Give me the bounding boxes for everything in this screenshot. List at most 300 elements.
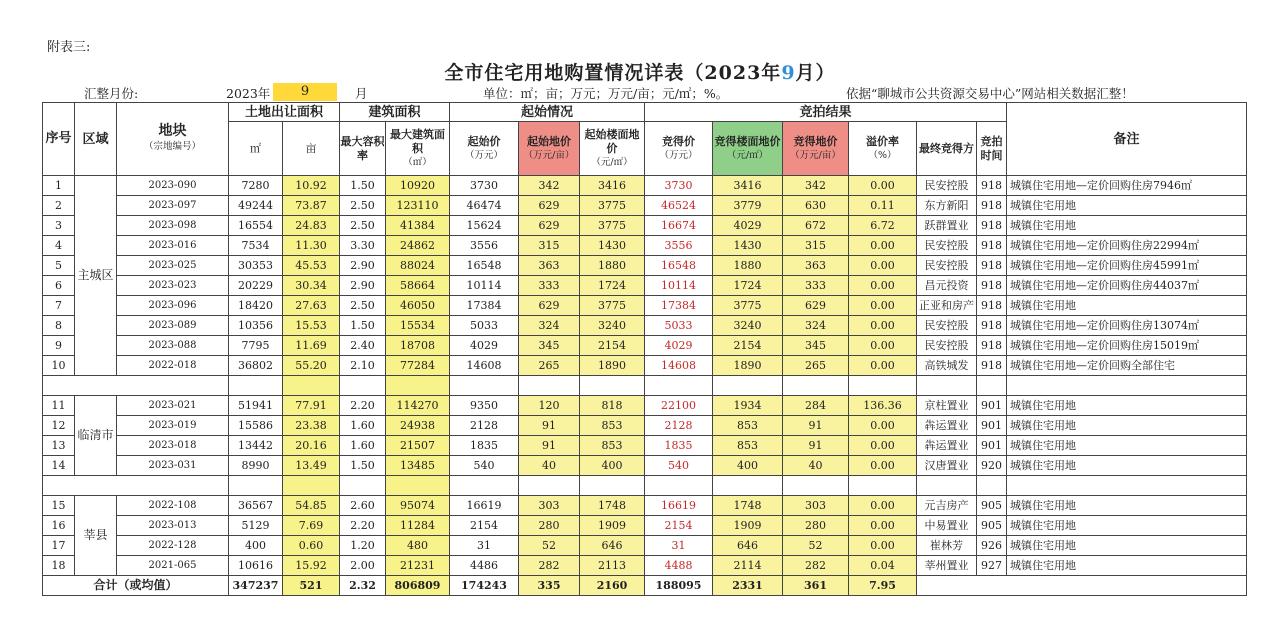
area-sqm: 51941 <box>229 396 283 416</box>
bid-land-price: 52 <box>783 536 849 556</box>
area-sqm: 10616 <box>229 556 283 576</box>
area-sqm: 13442 <box>229 436 283 456</box>
start-land-price: 280 <box>519 516 580 536</box>
start-price: 4029 <box>450 336 519 356</box>
header-start-floor-unit: （元/㎡） <box>591 156 633 168</box>
area-sqm: 5129 <box>229 516 283 536</box>
start-floor-price: 3775 <box>580 296 645 316</box>
row-seq: 17 <box>43 536 75 556</box>
max-far: 2.20 <box>340 396 386 416</box>
total-bid-price: 188095 <box>645 576 713 596</box>
header-remark: 备注 <box>1007 103 1247 176</box>
table-row <box>43 536 1247 556</box>
bid-floor-price: 646 <box>713 536 783 556</box>
table-row <box>43 216 1247 236</box>
start-price: 2154 <box>450 516 519 536</box>
table-row <box>43 236 1247 256</box>
table-row <box>43 356 1247 376</box>
remark: 城镇住宅用地 <box>1007 496 1247 516</box>
total-label: 合计（或均值） <box>43 576 229 596</box>
area-mu: 20.16 <box>283 436 340 456</box>
auction-time: 901 <box>977 416 1007 436</box>
area-mu: 13.49 <box>283 456 340 476</box>
empty-cell <box>977 476 1007 496</box>
max-building-area: 21507 <box>386 436 450 456</box>
meta-month: 9 <box>273 83 337 101</box>
winner: 中易置业 <box>917 516 977 536</box>
header-winner: 最终竞得方 <box>917 122 977 176</box>
header-premium <box>849 122 917 176</box>
start-land-price: 363 <box>519 256 580 276</box>
row-seq: 3 <box>43 216 75 236</box>
premium-rate: 0.00 <box>849 516 917 536</box>
bid-price: 2128 <box>645 416 713 436</box>
start-floor-price: 1724 <box>580 276 645 296</box>
max-building-area: 88024 <box>386 256 450 276</box>
avg-bid-floor-price: 2331 <box>713 576 783 596</box>
empty-cell <box>519 376 580 396</box>
bid-price: 4029 <box>645 336 713 356</box>
start-land-price: 120 <box>519 396 580 416</box>
start-land-price: 629 <box>519 216 580 236</box>
premium-rate: 0.00 <box>849 496 917 516</box>
remark: 城镇住宅用地—定价回购住房44037㎡ <box>1007 276 1247 296</box>
start-floor-price: 1890 <box>580 356 645 376</box>
table-row <box>43 396 1247 416</box>
avg-start-floor-price: 2160 <box>580 576 645 596</box>
bid-floor-price: 1748 <box>713 496 783 516</box>
bid-floor-price: 1430 <box>713 236 783 256</box>
bid-price: 22100 <box>645 396 713 416</box>
header-max-build-label: 最大建筑面积 <box>390 127 445 155</box>
max-far: 2.50 <box>340 216 386 236</box>
total-start-price: 174243 <box>450 576 519 596</box>
max-far: 1.60 <box>340 416 386 436</box>
header-bid-floor <box>713 122 783 176</box>
header-premium-unit: （%） <box>868 149 897 161</box>
auction-time: 905 <box>977 496 1007 516</box>
remark: 城镇住宅用地 <box>1007 556 1247 576</box>
empty-cell <box>645 376 713 396</box>
empty-cell <box>713 476 783 496</box>
parcel-code: 2023-019 <box>117 416 229 436</box>
header-bid-price-unit: （万元） <box>659 149 698 161</box>
auction-time: 918 <box>977 196 1007 216</box>
parcel-code: 2023-088 <box>117 336 229 356</box>
winner: 汉唐置业 <box>917 456 977 476</box>
header-bid-price-label: 竞得价 <box>662 134 695 148</box>
premium-rate: 0.00 <box>849 536 917 556</box>
row-seq: 11 <box>43 396 75 416</box>
auction-time: 920 <box>977 456 1007 476</box>
max-far: 2.90 <box>340 276 386 296</box>
remark: 城镇住宅用地—定价回购住房22994㎡ <box>1007 236 1247 256</box>
auction-time: 905 <box>977 516 1007 536</box>
total-building-area: 806809 <box>386 576 450 596</box>
parcel-code: 2023-013 <box>117 516 229 536</box>
start-price: 4486 <box>450 556 519 576</box>
header-max-far: 最大容积率 <box>340 122 386 176</box>
start-price: 9350 <box>450 396 519 416</box>
empty-cell <box>917 376 977 396</box>
header-start-floor <box>580 122 645 176</box>
auction-time: 901 <box>977 436 1007 456</box>
empty-cell <box>849 376 917 396</box>
area-mu: 54.85 <box>283 496 340 516</box>
auction-time: 918 <box>977 296 1007 316</box>
area-mu: 45.53 <box>283 256 340 276</box>
premium-rate: 0.00 <box>849 436 917 456</box>
premium-rate: 0.00 <box>849 236 917 256</box>
table-row <box>43 456 1247 476</box>
header-premium-label: 溢价率 <box>866 134 899 148</box>
start-price: 5033 <box>450 316 519 336</box>
parcel-code: 2023-018 <box>117 436 229 456</box>
max-building-area: 114270 <box>386 396 450 416</box>
row-seq: 6 <box>43 276 75 296</box>
bid-land-price: 280 <box>783 516 849 536</box>
table-row <box>43 336 1247 356</box>
start-land-price: 91 <box>519 436 580 456</box>
header-start-land <box>519 122 580 176</box>
empty-cell <box>645 476 713 496</box>
title-prefix: 全市住宅用地购置情况详表（2023年 <box>444 62 782 84</box>
bid-floor-price: 1724 <box>713 276 783 296</box>
start-land-price: 333 <box>519 276 580 296</box>
remark: 城镇住宅用地 <box>1007 536 1247 556</box>
max-far: 2.10 <box>340 356 386 376</box>
start-land-price: 40 <box>519 456 580 476</box>
auction-time: 918 <box>977 216 1007 236</box>
start-price: 17384 <box>450 296 519 316</box>
area-sqm: 7280 <box>229 176 283 196</box>
appendix-label: 附表三: <box>47 40 91 55</box>
parcel-code: 2021-065 <box>117 556 229 576</box>
start-land-price: 91 <box>519 416 580 436</box>
start-floor-price: 2113 <box>580 556 645 576</box>
bid-floor-price: 853 <box>713 436 783 456</box>
max-far: 1.50 <box>340 456 386 476</box>
winner: 京柱置业 <box>917 396 977 416</box>
bid-price: 16619 <box>645 496 713 516</box>
start-floor-price: 3775 <box>580 196 645 216</box>
bid-land-price: 629 <box>783 296 849 316</box>
remark: 城镇住宅用地 <box>1007 216 1247 236</box>
row-seq: 9 <box>43 336 75 356</box>
row-seq: 1 <box>43 176 75 196</box>
parcel-code: 2023-021 <box>117 396 229 416</box>
header-start-land-unit: （万元/亩） <box>523 149 575 161</box>
area-sqm: 18420 <box>229 296 283 316</box>
bid-land-price: 91 <box>783 436 849 456</box>
area-mu: 0.60 <box>283 536 340 556</box>
max-far: 1.50 <box>340 176 386 196</box>
unit-note: 单位：㎡；亩；万元；万元/亩；元/㎡；%。 <box>483 86 729 101</box>
auction-time: 918 <box>977 336 1007 356</box>
start-price: 3730 <box>450 176 519 196</box>
empty-cell <box>283 376 340 396</box>
remark: 城镇住宅用地 <box>1007 296 1247 316</box>
max-building-area: 77284 <box>386 356 450 376</box>
spacer-row <box>43 376 1247 396</box>
max-building-area: 41384 <box>386 216 450 236</box>
empty-cell <box>229 376 283 396</box>
bid-floor-price: 1934 <box>713 396 783 416</box>
start-land-price: 303 <box>519 496 580 516</box>
area-sqm: 16554 <box>229 216 283 236</box>
row-seq: 13 <box>43 436 75 456</box>
bid-price: 17384 <box>645 296 713 316</box>
area-mu: 11.30 <box>283 236 340 256</box>
max-far: 1.60 <box>340 436 386 456</box>
row-seq: 8 <box>43 316 75 336</box>
header-row-1 <box>43 103 1247 122</box>
bid-price: 2154 <box>645 516 713 536</box>
max-building-area: 21231 <box>386 556 450 576</box>
winner: 正亚和房产 <box>917 296 977 316</box>
auction-time: 918 <box>977 356 1007 376</box>
start-price: 10114 <box>450 276 519 296</box>
premium-rate: 0.00 <box>849 296 917 316</box>
header-start-price <box>450 122 519 176</box>
winner: 崔林芳 <box>917 536 977 556</box>
table-row <box>43 516 1247 536</box>
header-region: 区域 <box>75 103 117 176</box>
empty-cell <box>1007 476 1247 496</box>
remark: 城镇住宅用地 <box>1007 416 1247 436</box>
header-seq: 序号 <box>43 103 75 176</box>
bid-land-price: 342 <box>783 176 849 196</box>
remark: 城镇住宅用地—定价回购住房13074㎡ <box>1007 316 1247 336</box>
parcel-code: 2023-025 <box>117 256 229 276</box>
header-mu: 亩 <box>283 122 340 176</box>
empty-cell <box>386 376 450 396</box>
max-building-area: 24862 <box>386 236 450 256</box>
table-row <box>43 296 1247 316</box>
start-price: 46474 <box>450 196 519 216</box>
winner: 元吉房产 <box>917 496 977 516</box>
header-building-area: 建筑面积 <box>340 103 450 122</box>
max-far: 2.00 <box>340 556 386 576</box>
start-price: 31 <box>450 536 519 556</box>
parcel-code: 2023-090 <box>117 176 229 196</box>
table-row <box>43 256 1247 276</box>
start-price: 1835 <box>450 436 519 456</box>
auction-time: 918 <box>977 176 1007 196</box>
area-mu: 77.91 <box>283 396 340 416</box>
bid-floor-price: 3240 <box>713 316 783 336</box>
page-title <box>0 58 1280 85</box>
premium-rate: 0.04 <box>849 556 917 576</box>
bid-floor-price: 1880 <box>713 256 783 276</box>
month-label: 汇整月份: <box>84 86 139 101</box>
start-floor-price: 853 <box>580 436 645 456</box>
winner: 犇运置业 <box>917 436 977 456</box>
premium-rate: 0.00 <box>849 276 917 296</box>
max-building-area: 58664 <box>386 276 450 296</box>
empty-cell <box>713 376 783 396</box>
header-parcel-label: 地块 <box>158 123 187 139</box>
header-bid-land-unit: （万元/亩） <box>790 149 841 161</box>
max-far: 2.40 <box>340 336 386 356</box>
header-start: 起始情况 <box>450 103 645 122</box>
title-suffix: 月） <box>795 62 836 84</box>
bid-floor-price: 400 <box>713 456 783 476</box>
row-seq: 5 <box>43 256 75 276</box>
header-bid-land-label: 竞得地价 <box>793 134 838 148</box>
empty-cell <box>977 376 1007 396</box>
header-bid-floor-unit: （元/㎡） <box>726 149 769 161</box>
empty-cell <box>450 476 519 496</box>
max-far: 2.60 <box>340 496 386 516</box>
row-seq: 14 <box>43 456 75 476</box>
max-far: 2.90 <box>340 256 386 276</box>
empty-cell <box>283 476 340 496</box>
remark: 城镇住宅用地 <box>1007 516 1247 536</box>
area-sqm: 49244 <box>229 196 283 216</box>
bid-land-price: 630 <box>783 196 849 216</box>
source-note: 依据“聊城市公共资源交易中心”网站相关数据汇整！ <box>846 86 1134 101</box>
auction-time: 927 <box>977 556 1007 576</box>
start-land-price: 629 <box>519 296 580 316</box>
winner: 跃群置业 <box>917 216 977 236</box>
header-parcel-sub: （宗地编号） <box>143 141 201 152</box>
area-sqm: 20229 <box>229 276 283 296</box>
row-seq: 7 <box>43 296 75 316</box>
table-body <box>43 176 1247 596</box>
parcel-code: 2022-018 <box>117 356 229 376</box>
region-cell: 主城区 <box>75 176 117 376</box>
bid-price: 31 <box>645 536 713 556</box>
premium-rate: 0.00 <box>849 456 917 476</box>
start-floor-price: 3240 <box>580 316 645 336</box>
spacer-row <box>43 476 1247 496</box>
table-row <box>43 196 1247 216</box>
header-bid-price <box>645 122 713 176</box>
start-price: 3556 <box>450 236 519 256</box>
bid-price: 5033 <box>645 316 713 336</box>
area-sqm: 15586 <box>229 416 283 436</box>
max-far: 2.20 <box>340 516 386 536</box>
bid-land-price: 363 <box>783 256 849 276</box>
avg-bid-land-price: 361 <box>783 576 849 596</box>
start-price: 15624 <box>450 216 519 236</box>
premium-rate: 0.00 <box>849 316 917 336</box>
winner: 民安控股 <box>917 316 977 336</box>
remark: 城镇住宅用地 <box>1007 436 1247 456</box>
max-far: 2.50 <box>340 196 386 216</box>
max-building-area: 123110 <box>386 196 450 216</box>
area-mu: 27.63 <box>283 296 340 316</box>
max-far: 2.50 <box>340 296 386 316</box>
auction-time: 926 <box>977 536 1007 556</box>
parcel-code: 2023-016 <box>117 236 229 256</box>
bid-price: 1835 <box>645 436 713 456</box>
area-mu: 15.53 <box>283 316 340 336</box>
max-building-area: 46050 <box>386 296 450 316</box>
parcel-code: 2022-128 <box>117 536 229 556</box>
area-mu: 23.38 <box>283 416 340 436</box>
header-bid-result: 竞拍结果 <box>645 103 1007 122</box>
empty-cell <box>43 476 229 496</box>
start-land-price: 265 <box>519 356 580 376</box>
row-seq: 4 <box>43 236 75 256</box>
max-building-area: 95074 <box>386 496 450 516</box>
empty-cell <box>917 576 1247 596</box>
bid-floor-price: 3779 <box>713 196 783 216</box>
table-row <box>43 436 1247 456</box>
empty-cell <box>229 476 283 496</box>
area-sqm: 36802 <box>229 356 283 376</box>
max-building-area: 24938 <box>386 416 450 436</box>
header-time: 竞拍时间 <box>977 122 1007 176</box>
header-land-area: 土地出让面积 <box>229 103 340 122</box>
bid-price: 4488 <box>645 556 713 576</box>
start-land-price: 52 <box>519 536 580 556</box>
parcel-code: 2023-031 <box>117 456 229 476</box>
premium-rate: 136.36 <box>849 396 917 416</box>
premium-rate: 0.00 <box>849 416 917 436</box>
avg-start-land-price: 335 <box>519 576 580 596</box>
start-land-price: 324 <box>519 316 580 336</box>
bid-land-price: 672 <box>783 216 849 236</box>
bid-floor-price: 853 <box>713 416 783 436</box>
area-sqm: 7795 <box>229 336 283 356</box>
auction-time: 918 <box>977 276 1007 296</box>
bid-land-price: 40 <box>783 456 849 476</box>
parcel-code: 2023-097 <box>117 196 229 216</box>
bid-land-price: 324 <box>783 316 849 336</box>
max-building-area: 11284 <box>386 516 450 536</box>
empty-cell <box>386 476 450 496</box>
header-start-floor-label: 起始楼面地价 <box>584 127 640 155</box>
bid-land-price: 303 <box>783 496 849 516</box>
bid-price: 3556 <box>645 236 713 256</box>
start-floor-price: 2154 <box>580 336 645 356</box>
empty-cell <box>917 476 977 496</box>
row-seq: 16 <box>43 516 75 536</box>
table-row <box>43 176 1247 196</box>
premium-rate: 0.00 <box>849 356 917 376</box>
area-sqm: 30353 <box>229 256 283 276</box>
header-parcel <box>117 103 229 176</box>
bid-floor-price: 2114 <box>713 556 783 576</box>
max-building-area: 18708 <box>386 336 450 356</box>
land-purchase-table <box>42 102 1247 596</box>
bid-land-price: 333 <box>783 276 849 296</box>
empty-cell <box>849 476 917 496</box>
area-sqm: 10356 <box>229 316 283 336</box>
winner: 高铁城发 <box>917 356 977 376</box>
winner: 莘州置业 <box>917 556 977 576</box>
area-sqm: 36567 <box>229 496 283 516</box>
bid-land-price: 282 <box>783 556 849 576</box>
header-sqm: ㎡ <box>229 122 283 176</box>
area-mu: 55.20 <box>283 356 340 376</box>
empty-cell <box>1007 376 1247 396</box>
auction-time: 901 <box>977 396 1007 416</box>
start-floor-price: 1430 <box>580 236 645 256</box>
table-row <box>43 416 1247 436</box>
winner: 民安控股 <box>917 176 977 196</box>
start-price: 540 <box>450 456 519 476</box>
row-seq: 15 <box>43 496 75 516</box>
bid-land-price: 265 <box>783 356 849 376</box>
winner: 民安控股 <box>917 236 977 256</box>
empty-cell <box>519 476 580 496</box>
premium-rate: 0.00 <box>849 176 917 196</box>
start-land-price: 345 <box>519 336 580 356</box>
